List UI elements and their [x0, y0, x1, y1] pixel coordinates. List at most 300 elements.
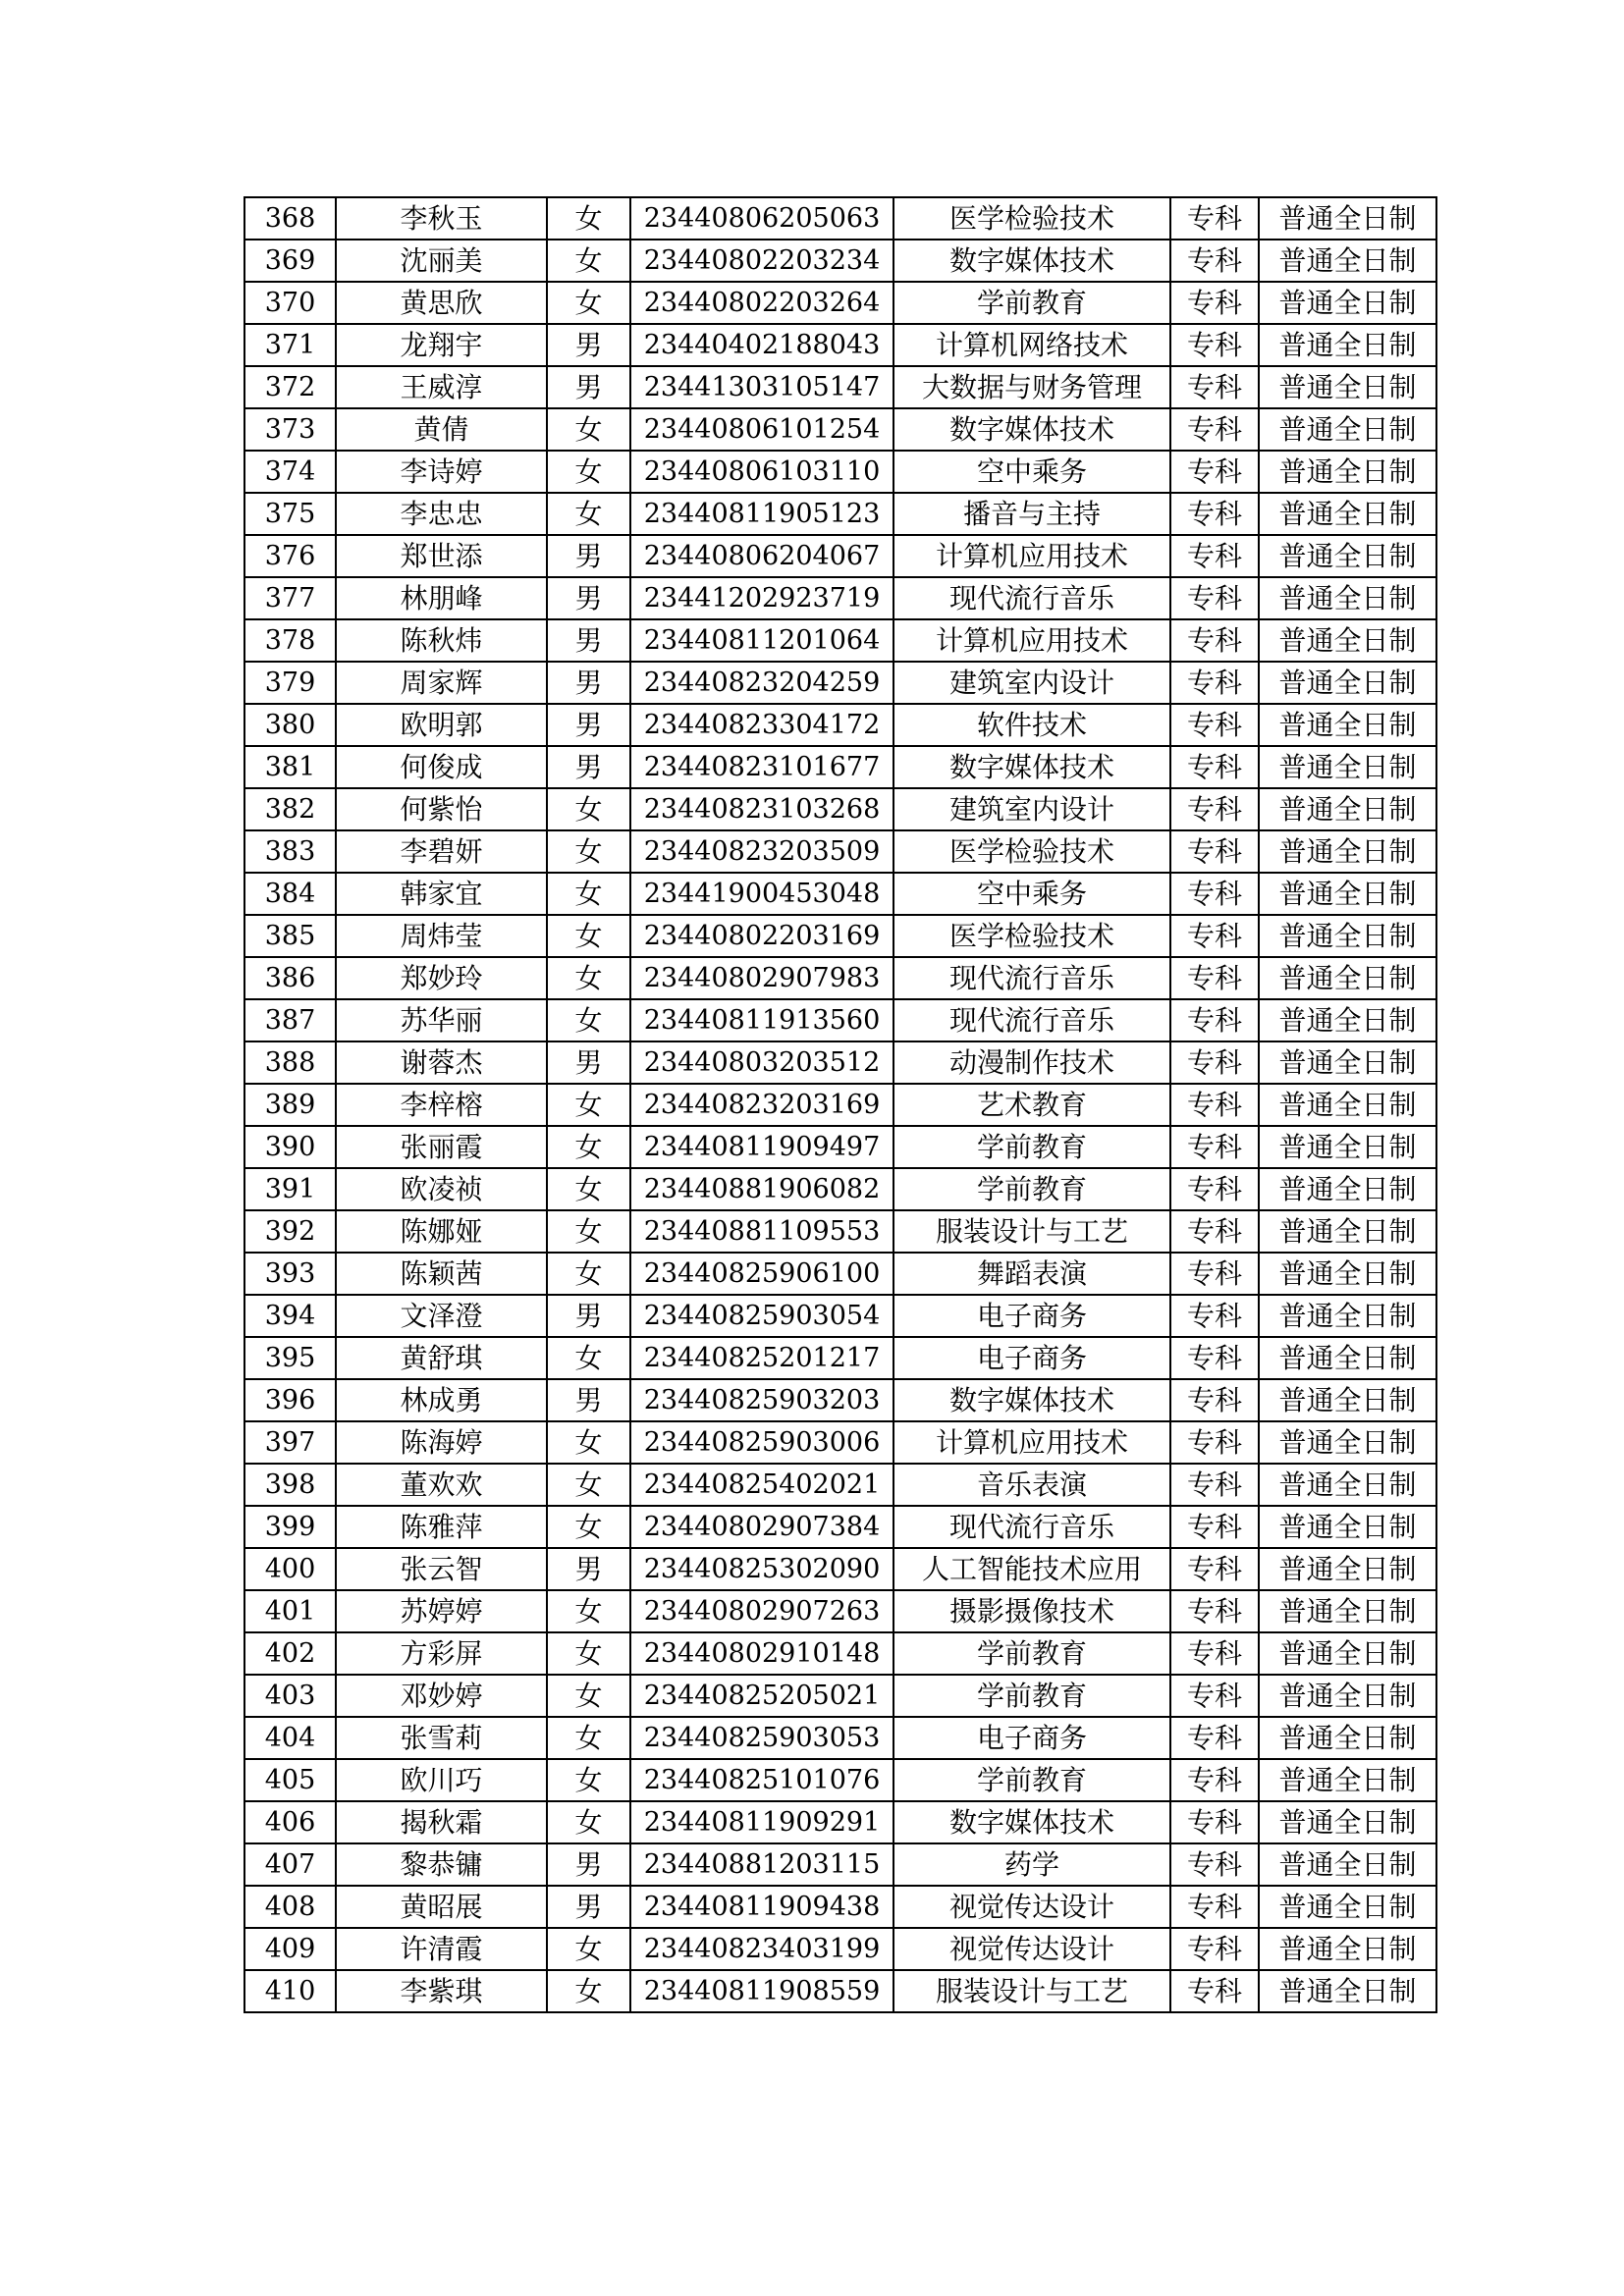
student-name-cell: 张雪莉 — [336, 1717, 547, 1759]
gender-cell: 男 — [547, 704, 630, 746]
major-cell: 舞蹈表演 — [893, 1253, 1170, 1295]
major-cell: 人工智能技术应用 — [893, 1548, 1170, 1590]
student-name-cell: 陈雅萍 — [336, 1506, 547, 1548]
major-cell: 空中乘务 — [893, 873, 1170, 915]
level-cell: 专科 — [1170, 830, 1259, 873]
seq-no-cell: 375 — [244, 493, 336, 535]
gender-cell: 男 — [547, 1548, 630, 1590]
study-mode-cell: 普通全日制 — [1259, 1632, 1436, 1675]
seq-no-cell: 400 — [244, 1548, 336, 1590]
seq-no-cell: 387 — [244, 999, 336, 1041]
level-cell: 专科 — [1170, 704, 1259, 746]
table-row — [244, 366, 1436, 408]
major-cell: 数字媒体技术 — [893, 1379, 1170, 1421]
table-row — [244, 999, 1436, 1041]
level-cell: 专科 — [1170, 746, 1259, 788]
study-mode-cell: 普通全日制 — [1259, 1717, 1436, 1759]
student-name-cell: 黎恭镛 — [336, 1843, 547, 1886]
study-mode-cell: 普通全日制 — [1259, 577, 1436, 619]
study-mode-cell: 普通全日制 — [1259, 197, 1436, 240]
table-row — [244, 408, 1436, 451]
exam-id-cell: 23440825906100 — [630, 1253, 893, 1295]
gender-cell: 男 — [547, 535, 630, 577]
level-cell: 专科 — [1170, 1759, 1259, 1801]
gender-cell: 男 — [547, 746, 630, 788]
student-name-cell: 黄舒琪 — [336, 1337, 547, 1379]
major-cell: 电子商务 — [893, 1717, 1170, 1759]
exam-id-cell: 23440825903054 — [630, 1295, 893, 1337]
seq-no-cell: 396 — [244, 1379, 336, 1421]
exam-id-cell: 23440811908559 — [630, 1970, 893, 2012]
gender-cell: 女 — [547, 408, 630, 451]
exam-id-cell: 23441900453048 — [630, 873, 893, 915]
major-cell: 现代流行音乐 — [893, 1506, 1170, 1548]
seq-no-cell: 406 — [244, 1801, 336, 1843]
table-row — [244, 1843, 1436, 1886]
student-roster-table — [244, 196, 1437, 2013]
seq-no-cell: 409 — [244, 1928, 336, 1970]
student-name-cell: 苏华丽 — [336, 999, 547, 1041]
major-cell: 音乐表演 — [893, 1464, 1170, 1506]
seq-no-cell: 372 — [244, 366, 336, 408]
student-name-cell: 苏婷婷 — [336, 1590, 547, 1632]
seq-no-cell: 399 — [244, 1506, 336, 1548]
gender-cell: 男 — [547, 1886, 630, 1928]
level-cell: 专科 — [1170, 1801, 1259, 1843]
table-row — [244, 746, 1436, 788]
seq-no-cell: 405 — [244, 1759, 336, 1801]
seq-no-cell: 383 — [244, 830, 336, 873]
study-mode-cell: 普通全日制 — [1259, 1759, 1436, 1801]
student-name-cell: 李碧妍 — [336, 830, 547, 873]
gender-cell: 女 — [547, 1253, 630, 1295]
table-row — [244, 1675, 1436, 1717]
seq-no-cell: 407 — [244, 1843, 336, 1886]
student-name-cell: 王威淳 — [336, 366, 547, 408]
student-name-cell: 欧川巧 — [336, 1759, 547, 1801]
seq-no-cell: 410 — [244, 1970, 336, 2012]
table-row — [244, 240, 1436, 282]
exam-id-cell: 23440823101677 — [630, 746, 893, 788]
study-mode-cell: 普通全日制 — [1259, 1126, 1436, 1168]
level-cell: 专科 — [1170, 240, 1259, 282]
gender-cell: 女 — [547, 873, 630, 915]
gender-cell: 女 — [547, 197, 630, 240]
table-row — [244, 788, 1436, 830]
student-name-cell: 林朋峰 — [336, 577, 547, 619]
exam-id-cell: 23440823203509 — [630, 830, 893, 873]
seq-no-cell: 404 — [244, 1717, 336, 1759]
student-name-cell: 韩家宜 — [336, 873, 547, 915]
seq-no-cell: 382 — [244, 788, 336, 830]
student-name-cell: 陈颖茜 — [336, 1253, 547, 1295]
major-cell: 学前教育 — [893, 1168, 1170, 1210]
major-cell: 软件技术 — [893, 704, 1170, 746]
seq-no-cell: 379 — [244, 662, 336, 704]
exam-id-cell: 23440881203115 — [630, 1843, 893, 1886]
major-cell: 建筑室内设计 — [893, 788, 1170, 830]
level-cell: 专科 — [1170, 1421, 1259, 1464]
exam-id-cell: 23440802910148 — [630, 1632, 893, 1675]
major-cell: 数字媒体技术 — [893, 408, 1170, 451]
student-name-cell: 董欢欢 — [336, 1464, 547, 1506]
study-mode-cell: 普通全日制 — [1259, 1675, 1436, 1717]
major-cell: 电子商务 — [893, 1295, 1170, 1337]
exam-id-cell: 23440811909438 — [630, 1886, 893, 1928]
study-mode-cell: 普通全日制 — [1259, 1801, 1436, 1843]
seq-no-cell: 408 — [244, 1886, 336, 1928]
gender-cell: 女 — [547, 1084, 630, 1126]
level-cell: 专科 — [1170, 662, 1259, 704]
gender-cell: 女 — [547, 915, 630, 957]
exam-id-cell: 23440881109553 — [630, 1210, 893, 1253]
table-row — [244, 1337, 1436, 1379]
exam-id-cell: 23440811909497 — [630, 1126, 893, 1168]
gender-cell: 男 — [547, 366, 630, 408]
study-mode-cell: 普通全日制 — [1259, 788, 1436, 830]
level-cell: 专科 — [1170, 1295, 1259, 1337]
student-name-cell: 郑世添 — [336, 535, 547, 577]
study-mode-cell: 普通全日制 — [1259, 746, 1436, 788]
level-cell: 专科 — [1170, 1632, 1259, 1675]
seq-no-cell: 386 — [244, 957, 336, 999]
seq-no-cell: 378 — [244, 619, 336, 662]
level-cell: 专科 — [1170, 1548, 1259, 1590]
level-cell: 专科 — [1170, 957, 1259, 999]
study-mode-cell: 普通全日制 — [1259, 1084, 1436, 1126]
roster-body — [244, 197, 1436, 2012]
study-mode-cell: 普通全日制 — [1259, 282, 1436, 324]
gender-cell: 男 — [547, 1295, 630, 1337]
gender-cell: 男 — [547, 324, 630, 366]
major-cell: 计算机应用技术 — [893, 619, 1170, 662]
table-row — [244, 1506, 1436, 1548]
major-cell: 动漫制作技术 — [893, 1041, 1170, 1084]
gender-cell: 女 — [547, 1801, 630, 1843]
gender-cell: 女 — [547, 451, 630, 493]
exam-id-cell: 23440802907983 — [630, 957, 893, 999]
exam-id-cell: 23440811201064 — [630, 619, 893, 662]
level-cell: 专科 — [1170, 493, 1259, 535]
gender-cell: 女 — [547, 1168, 630, 1210]
student-name-cell: 陈秋炜 — [336, 619, 547, 662]
gender-cell: 女 — [547, 1717, 630, 1759]
level-cell: 专科 — [1170, 366, 1259, 408]
level-cell: 专科 — [1170, 1464, 1259, 1506]
level-cell: 专科 — [1170, 451, 1259, 493]
table-row — [244, 915, 1436, 957]
table-row — [244, 1464, 1436, 1506]
seq-no-cell: 385 — [244, 915, 336, 957]
major-cell: 计算机应用技术 — [893, 1421, 1170, 1464]
table-row — [244, 1421, 1436, 1464]
seq-no-cell: 401 — [244, 1590, 336, 1632]
table-row — [244, 1970, 1436, 2012]
level-cell: 专科 — [1170, 324, 1259, 366]
table-row — [244, 873, 1436, 915]
study-mode-cell: 普通全日制 — [1259, 1843, 1436, 1886]
major-cell: 学前教育 — [893, 282, 1170, 324]
study-mode-cell: 普通全日制 — [1259, 1379, 1436, 1421]
level-cell: 专科 — [1170, 1590, 1259, 1632]
table-row — [244, 1759, 1436, 1801]
study-mode-cell: 普通全日制 — [1259, 408, 1436, 451]
table-row — [244, 451, 1436, 493]
level-cell: 专科 — [1170, 408, 1259, 451]
level-cell: 专科 — [1170, 1506, 1259, 1548]
exam-id-cell: 23440811909291 — [630, 1801, 893, 1843]
seq-no-cell: 384 — [244, 873, 336, 915]
exam-id-cell: 23440825302090 — [630, 1548, 893, 1590]
major-cell: 大数据与财务管理 — [893, 366, 1170, 408]
study-mode-cell: 普通全日制 — [1259, 704, 1436, 746]
study-mode-cell: 普通全日制 — [1259, 1970, 1436, 2012]
major-cell: 医学检验技术 — [893, 197, 1170, 240]
level-cell: 专科 — [1170, 1886, 1259, 1928]
gender-cell: 女 — [547, 1632, 630, 1675]
table-row — [244, 704, 1436, 746]
gender-cell: 女 — [547, 1970, 630, 2012]
seq-no-cell: 374 — [244, 451, 336, 493]
table-row — [244, 1210, 1436, 1253]
exam-id-cell: 23440806101254 — [630, 408, 893, 451]
seq-no-cell: 389 — [244, 1084, 336, 1126]
major-cell: 播音与主持 — [893, 493, 1170, 535]
student-name-cell: 张云智 — [336, 1548, 547, 1590]
major-cell: 学前教育 — [893, 1126, 1170, 1168]
gender-cell: 女 — [547, 1506, 630, 1548]
seq-no-cell: 369 — [244, 240, 336, 282]
seq-no-cell: 368 — [244, 197, 336, 240]
student-name-cell: 郑妙玲 — [336, 957, 547, 999]
student-name-cell: 沈丽美 — [336, 240, 547, 282]
gender-cell: 女 — [547, 1126, 630, 1168]
exam-id-cell: 23440825101076 — [630, 1759, 893, 1801]
major-cell: 摄影摄像技术 — [893, 1590, 1170, 1632]
seq-no-cell: 403 — [244, 1675, 336, 1717]
table-row — [244, 1717, 1436, 1759]
study-mode-cell: 普通全日制 — [1259, 493, 1436, 535]
level-cell: 专科 — [1170, 1041, 1259, 1084]
table-row — [244, 1253, 1436, 1295]
gender-cell: 男 — [547, 662, 630, 704]
study-mode-cell: 普通全日制 — [1259, 1421, 1436, 1464]
study-mode-cell: 普通全日制 — [1259, 1464, 1436, 1506]
study-mode-cell: 普通全日制 — [1259, 830, 1436, 873]
study-mode-cell: 普通全日制 — [1259, 662, 1436, 704]
exam-id-cell: 23440802907263 — [630, 1590, 893, 1632]
level-cell: 专科 — [1170, 535, 1259, 577]
level-cell: 专科 — [1170, 1970, 1259, 2012]
major-cell: 学前教育 — [893, 1759, 1170, 1801]
student-name-cell: 文泽澄 — [336, 1295, 547, 1337]
exam-id-cell: 23440802907384 — [630, 1506, 893, 1548]
level-cell: 专科 — [1170, 1084, 1259, 1126]
study-mode-cell: 普通全日制 — [1259, 451, 1436, 493]
exam-id-cell: 23440802203264 — [630, 282, 893, 324]
student-name-cell: 陈娜娅 — [336, 1210, 547, 1253]
major-cell: 现代流行音乐 — [893, 957, 1170, 999]
study-mode-cell: 普通全日制 — [1259, 1041, 1436, 1084]
gender-cell: 女 — [547, 493, 630, 535]
table-row — [244, 1041, 1436, 1084]
table-row — [244, 1590, 1436, 1632]
level-cell: 专科 — [1170, 1210, 1259, 1253]
student-name-cell: 李忠忠 — [336, 493, 547, 535]
study-mode-cell: 普通全日制 — [1259, 324, 1436, 366]
student-name-cell: 欧明郭 — [336, 704, 547, 746]
exam-id-cell: 23440823304172 — [630, 704, 893, 746]
table-row — [244, 1126, 1436, 1168]
study-mode-cell: 普通全日制 — [1259, 1168, 1436, 1210]
exam-id-cell: 23440402188043 — [630, 324, 893, 366]
study-mode-cell: 普通全日制 — [1259, 915, 1436, 957]
major-cell: 建筑室内设计 — [893, 662, 1170, 704]
gender-cell: 女 — [547, 1590, 630, 1632]
major-cell: 空中乘务 — [893, 451, 1170, 493]
table-row — [244, 1379, 1436, 1421]
major-cell: 计算机网络技术 — [893, 324, 1170, 366]
table-row — [244, 1928, 1436, 1970]
study-mode-cell: 普通全日制 — [1259, 1886, 1436, 1928]
study-mode-cell: 普通全日制 — [1259, 366, 1436, 408]
study-mode-cell: 普通全日制 — [1259, 1210, 1436, 1253]
table-row — [244, 830, 1436, 873]
exam-id-cell: 23440823204259 — [630, 662, 893, 704]
exam-id-cell: 23440825201217 — [630, 1337, 893, 1379]
level-cell: 专科 — [1170, 1253, 1259, 1295]
exam-id-cell: 23440825903203 — [630, 1379, 893, 1421]
table-row — [244, 197, 1436, 240]
study-mode-cell: 普通全日制 — [1259, 1590, 1436, 1632]
exam-id-cell: 23440825903053 — [630, 1717, 893, 1759]
gender-cell: 女 — [547, 282, 630, 324]
exam-id-cell: 23440823403199 — [630, 1928, 893, 1970]
level-cell: 专科 — [1170, 619, 1259, 662]
level-cell: 专科 — [1170, 1126, 1259, 1168]
exam-id-cell: 23440825205021 — [630, 1675, 893, 1717]
major-cell: 现代流行音乐 — [893, 999, 1170, 1041]
exam-id-cell: 23440811913560 — [630, 999, 893, 1041]
level-cell: 专科 — [1170, 1379, 1259, 1421]
table-row — [244, 957, 1436, 999]
student-name-cell: 黄倩 — [336, 408, 547, 451]
major-cell: 电子商务 — [893, 1337, 1170, 1379]
student-name-cell: 谢蓉杰 — [336, 1041, 547, 1084]
table-row — [244, 324, 1436, 366]
student-name-cell: 周炜莹 — [336, 915, 547, 957]
seq-no-cell: 398 — [244, 1464, 336, 1506]
major-cell: 视觉传达设计 — [893, 1886, 1170, 1928]
exam-id-cell: 23440806205063 — [630, 197, 893, 240]
exam-id-cell: 23440806103110 — [630, 451, 893, 493]
gender-cell: 男 — [547, 619, 630, 662]
student-name-cell: 邓妙婷 — [336, 1675, 547, 1717]
level-cell: 专科 — [1170, 1168, 1259, 1210]
gender-cell: 女 — [547, 788, 630, 830]
seq-no-cell: 390 — [244, 1126, 336, 1168]
student-name-cell: 李秋玉 — [336, 197, 547, 240]
level-cell: 专科 — [1170, 577, 1259, 619]
seq-no-cell: 370 — [244, 282, 336, 324]
exam-id-cell: 23440825402021 — [630, 1464, 893, 1506]
major-cell: 艺术教育 — [893, 1084, 1170, 1126]
student-name-cell: 张丽霞 — [336, 1126, 547, 1168]
major-cell: 现代流行音乐 — [893, 577, 1170, 619]
gender-cell: 男 — [547, 577, 630, 619]
major-cell: 服装设计与工艺 — [893, 1210, 1170, 1253]
level-cell: 专科 — [1170, 1843, 1259, 1886]
level-cell: 专科 — [1170, 197, 1259, 240]
level-cell: 专科 — [1170, 1928, 1259, 1970]
major-cell: 视觉传达设计 — [893, 1928, 1170, 1970]
seq-no-cell: 376 — [244, 535, 336, 577]
study-mode-cell: 普通全日制 — [1259, 873, 1436, 915]
gender-cell: 男 — [547, 1041, 630, 1084]
seq-no-cell: 391 — [244, 1168, 336, 1210]
seq-no-cell: 397 — [244, 1421, 336, 1464]
student-name-cell: 方彩屏 — [336, 1632, 547, 1675]
gender-cell: 女 — [547, 830, 630, 873]
student-name-cell: 何俊成 — [336, 746, 547, 788]
level-cell: 专科 — [1170, 1337, 1259, 1379]
student-name-cell: 周家辉 — [336, 662, 547, 704]
student-name-cell: 欧凌祯 — [336, 1168, 547, 1210]
major-cell: 数字媒体技术 — [893, 1801, 1170, 1843]
major-cell: 学前教育 — [893, 1632, 1170, 1675]
major-cell: 计算机应用技术 — [893, 535, 1170, 577]
study-mode-cell: 普通全日制 — [1259, 240, 1436, 282]
gender-cell: 女 — [547, 1210, 630, 1253]
study-mode-cell: 普通全日制 — [1259, 1337, 1436, 1379]
level-cell: 专科 — [1170, 1675, 1259, 1717]
exam-id-cell: 23440802203169 — [630, 915, 893, 957]
gender-cell: 女 — [547, 1337, 630, 1379]
exam-id-cell: 23440806204067 — [630, 535, 893, 577]
level-cell: 专科 — [1170, 788, 1259, 830]
gender-cell: 男 — [547, 1843, 630, 1886]
table-row — [244, 535, 1436, 577]
level-cell: 专科 — [1170, 999, 1259, 1041]
seq-no-cell: 395 — [244, 1337, 336, 1379]
seq-no-cell: 380 — [244, 704, 336, 746]
major-cell: 数字媒体技术 — [893, 746, 1170, 788]
level-cell: 专科 — [1170, 282, 1259, 324]
seq-no-cell: 393 — [244, 1253, 336, 1295]
table-row — [244, 577, 1436, 619]
table-row — [244, 282, 1436, 324]
study-mode-cell: 普通全日制 — [1259, 1295, 1436, 1337]
study-mode-cell: 普通全日制 — [1259, 1506, 1436, 1548]
major-cell: 数字媒体技术 — [893, 240, 1170, 282]
table-row — [244, 493, 1436, 535]
major-cell: 学前教育 — [893, 1675, 1170, 1717]
exam-id-cell: 23440802203234 — [630, 240, 893, 282]
student-name-cell: 许清霞 — [336, 1928, 547, 1970]
table-row — [244, 1168, 1436, 1210]
gender-cell: 女 — [547, 999, 630, 1041]
table-row — [244, 1295, 1436, 1337]
level-cell: 专科 — [1170, 873, 1259, 915]
seq-no-cell: 371 — [244, 324, 336, 366]
seq-no-cell: 373 — [244, 408, 336, 451]
seq-no-cell: 381 — [244, 746, 336, 788]
study-mode-cell: 普通全日制 — [1259, 1928, 1436, 1970]
exam-id-cell: 23440823103268 — [630, 788, 893, 830]
student-name-cell: 李紫琪 — [336, 1970, 547, 2012]
table-row — [244, 1801, 1436, 1843]
student-name-cell: 黄昭展 — [336, 1886, 547, 1928]
